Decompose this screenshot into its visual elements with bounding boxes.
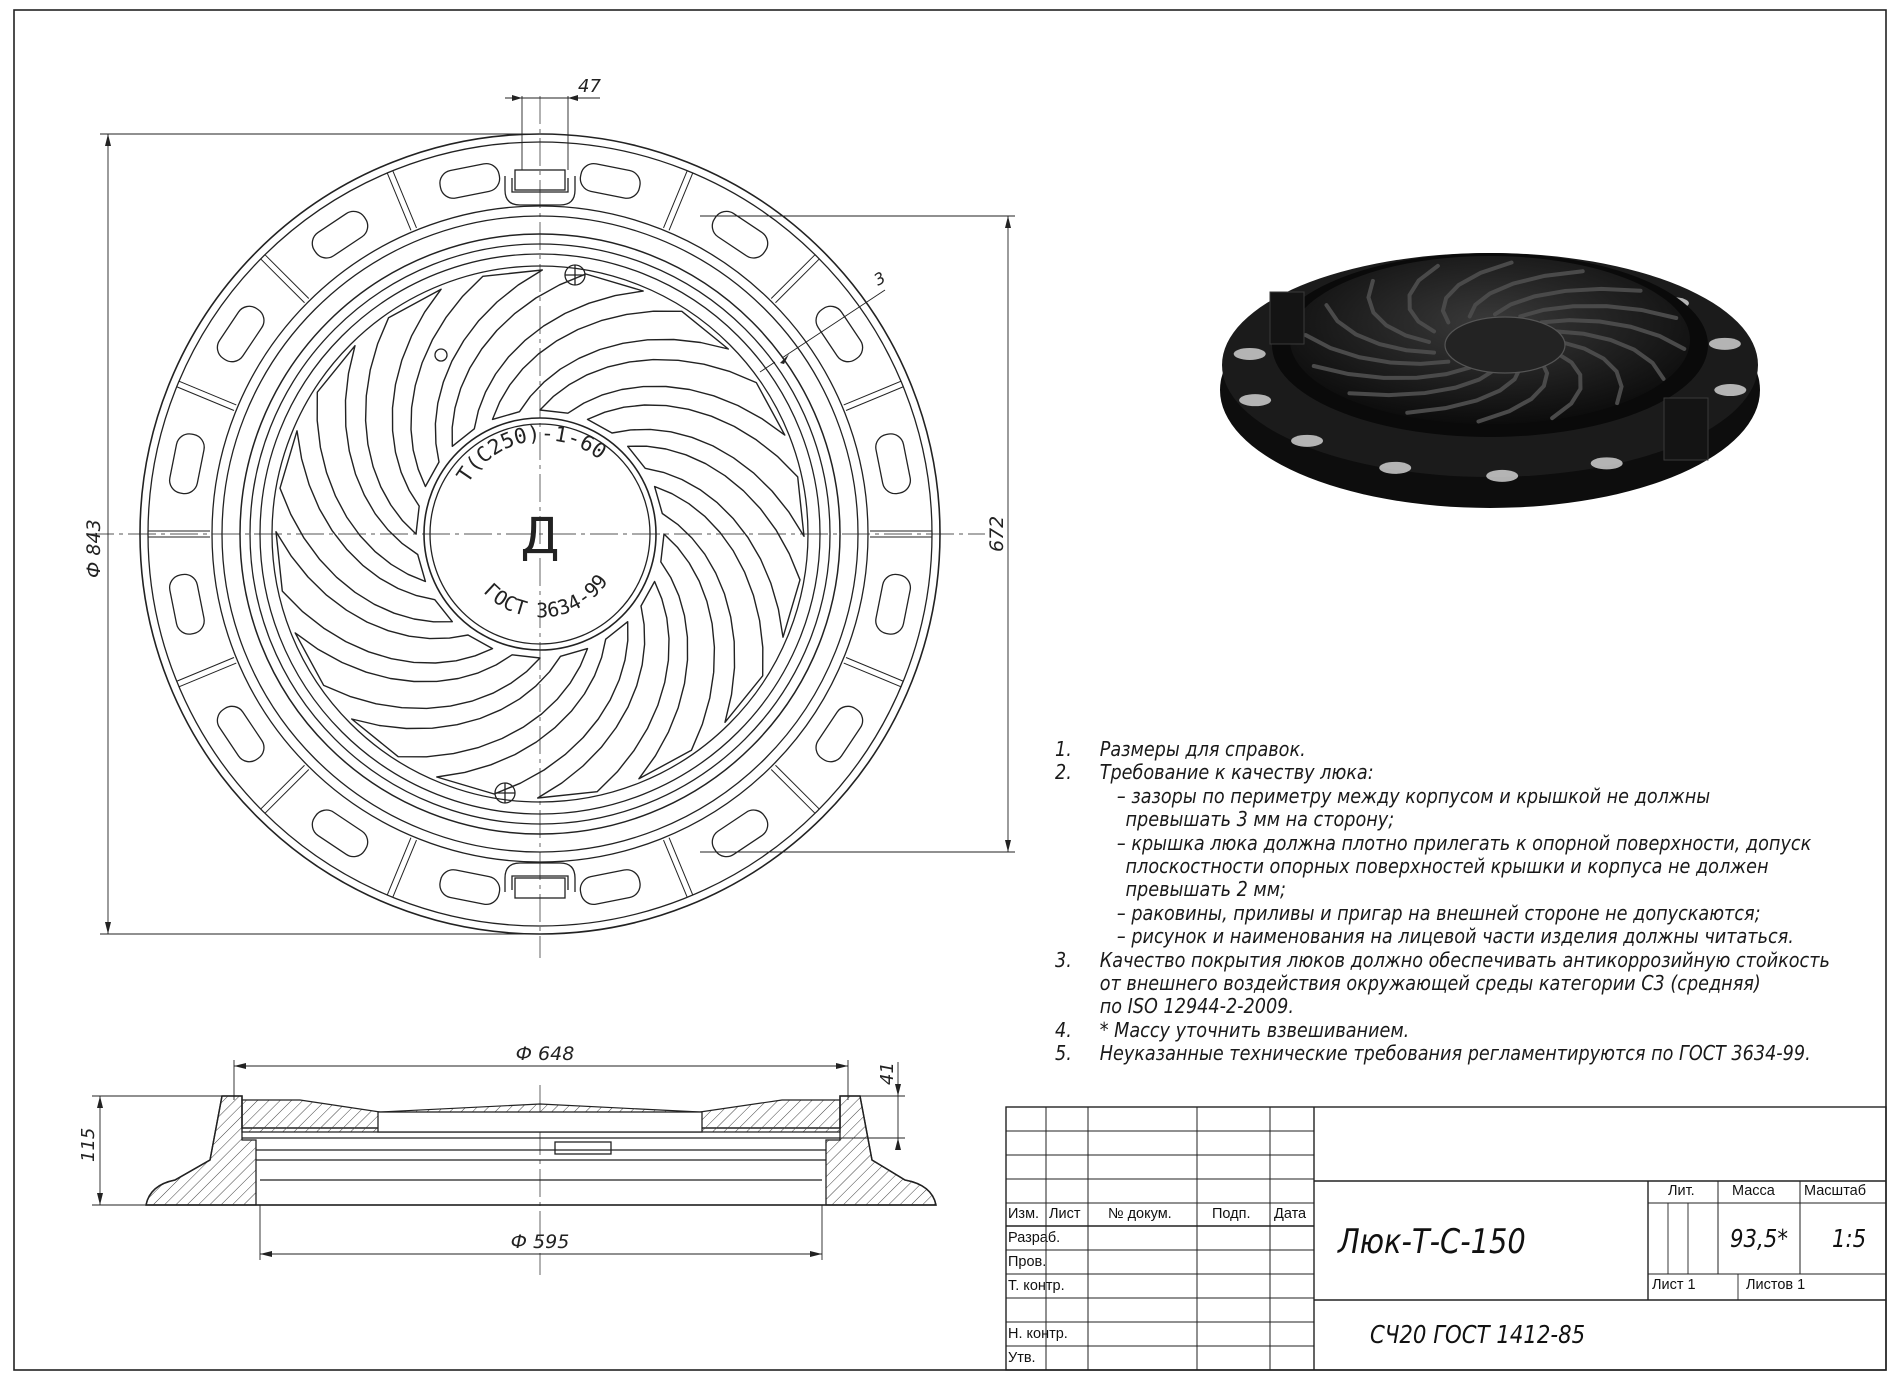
note-row <box>1055 785 1743 808</box>
note-number: 5. <box>1055 1041 1072 1066</box>
tb-lit-label: Лит. <box>1668 1183 1695 1199</box>
ring-slot <box>707 805 772 862</box>
note-text: Качество покрытия люков должно обеспечивать антикоррозийную стойкость <box>1099 947 1830 972</box>
ring-rib <box>265 769 309 813</box>
tb-role-developer: Разраб. <box>1008 1230 1061 1246</box>
render-slot <box>1591 457 1623 469</box>
note-text: превышать 3 мм на сторону; <box>1125 807 1395 832</box>
tb-header-sign: Подп. <box>1212 1206 1251 1222</box>
ring-rib <box>387 173 411 230</box>
ring-slot <box>212 301 269 366</box>
ring-rib <box>775 259 819 303</box>
ring-slot <box>707 206 772 263</box>
ring-slot <box>307 805 372 862</box>
tb-role-checker: Пров. <box>1008 1254 1047 1270</box>
note-text: Неуказанные технические требования регламентируются по ГОСТ 3634-99. <box>1099 1041 1811 1066</box>
ring-rib <box>669 838 693 895</box>
render-slot <box>1291 435 1323 447</box>
ring-slot <box>438 161 502 200</box>
ring-rib <box>664 171 688 228</box>
note-text: – крышка люка должна плотно прилегать к опорной поверхности, допуск <box>1116 830 1812 855</box>
ring-rib <box>664 840 688 897</box>
note-row <box>1055 947 1830 972</box>
ring-slot <box>811 301 868 366</box>
note-row <box>1055 900 1761 925</box>
note-row <box>1055 761 1743 784</box>
spiral-vane <box>276 532 493 663</box>
ring-rib <box>265 255 309 299</box>
ring-rib <box>844 381 901 405</box>
note-text: Требование к качеству люка: <box>1099 760 1374 785</box>
tb-role-approver: Утв. <box>1008 1350 1036 1366</box>
ring-slot <box>307 206 372 263</box>
dim-41: 41 <box>877 1062 898 1085</box>
dim-115: 115 <box>78 1127 99 1162</box>
ring-slot <box>873 572 912 636</box>
ring-slot <box>438 867 502 906</box>
tb-header-date: Дата <box>1274 1206 1307 1222</box>
tb-role-tech-control: Т. контр. <box>1008 1278 1065 1294</box>
ring-rib <box>177 658 234 682</box>
note-text: Размеры для справок. <box>1099 737 1306 761</box>
note-row <box>1055 1041 1811 1066</box>
ring-rib <box>179 381 236 405</box>
tb-header-doc-no: № докум. <box>1108 1206 1172 1222</box>
render-slot <box>1379 462 1411 474</box>
note-number: 2. <box>1055 760 1072 785</box>
ring-slot <box>578 161 642 200</box>
dim-gap-3: 3 <box>870 267 889 290</box>
tb-scale-label: Масштаб <box>1804 1183 1867 1199</box>
ring-slot <box>212 701 269 766</box>
ring-rib <box>261 259 305 303</box>
tb-sheets: Листов 1 <box>1746 1277 1806 1293</box>
ring-rib <box>177 387 234 411</box>
ring-slot <box>167 572 206 636</box>
spiral-vane <box>280 431 452 622</box>
note-row <box>1055 995 1743 1018</box>
ring-rib <box>844 663 901 687</box>
spiral-vane <box>588 405 805 536</box>
dim-diameter-595: Ф 595 <box>510 1231 570 1253</box>
ring-slot <box>811 701 868 766</box>
note-number: 1. <box>1055 737 1072 761</box>
ring-slot <box>578 867 642 906</box>
note-text: от внешнего воздействия окружающей среды категории С3 (средняя) <box>1099 970 1761 995</box>
ring-rib <box>179 663 236 687</box>
spiral-vane <box>493 311 729 419</box>
spiral-vane <box>317 346 425 582</box>
tb-sheet: Лист 1 <box>1652 1277 1696 1293</box>
dim-diameter-843: Ф 843 <box>83 519 105 578</box>
marking-letter: Д <box>520 507 560 565</box>
render-slot <box>1239 394 1271 406</box>
spiral-vane <box>452 274 643 446</box>
tb-header-izm: Изм. <box>1008 1206 1040 1222</box>
note-text: плоскостности опорных поверхностей крышки и корпуса не должен <box>1125 853 1769 878</box>
dim-diameter-648: Ф 648 <box>515 1043 575 1065</box>
tb-mass-value: 93,5* <box>1730 1224 1788 1253</box>
ring-rib <box>393 840 417 897</box>
ring-rib <box>846 387 903 411</box>
ring-slot <box>167 432 206 496</box>
dim-47: 47 <box>578 76 601 97</box>
note-text: * Массу уточнить взвешиванием. <box>1099 1017 1410 1042</box>
ring-slot <box>873 432 912 496</box>
ring-rib <box>771 255 815 299</box>
note-row <box>1055 738 1743 761</box>
tb-material: СЧ20 ГОСТ 1412-85 <box>1370 1320 1586 1349</box>
dim-672: 672 <box>986 515 1008 552</box>
ring-rib <box>846 658 903 682</box>
note-number: 3. <box>1055 947 1072 972</box>
tb-role-norm-control: Н. контр. <box>1008 1326 1068 1342</box>
note-row <box>1055 830 1812 855</box>
technical-notes <box>1055 737 1830 1066</box>
note-text: превышать 2 мм; <box>1125 877 1286 902</box>
note-row <box>1055 1019 1743 1042</box>
note-row <box>1055 853 1769 878</box>
tb-header-list: Лист <box>1049 1206 1081 1222</box>
render-slot <box>1486 470 1518 482</box>
ring-rib <box>261 765 305 809</box>
note-row <box>1055 878 1743 901</box>
tb-product-name: Люк-Т-С-150 <box>1338 1222 1526 1262</box>
ring-rib <box>387 838 411 895</box>
note-number: 4. <box>1055 1017 1072 1042</box>
marking-arc-bottom: ГОСТ 3634-99 <box>479 569 613 623</box>
note-text: – зазоры по периметру между корпусом и крышкой не должны <box>1116 783 1711 808</box>
note-row <box>1055 808 1743 831</box>
ring-rib <box>393 171 417 228</box>
render-slot <box>1234 348 1266 360</box>
render-slot <box>1714 384 1746 396</box>
render-slot <box>1709 338 1741 350</box>
note-row <box>1055 924 1794 949</box>
spiral-vane <box>628 446 800 637</box>
ring-rib <box>775 765 819 809</box>
tb-scale-value: 1:5 <box>1832 1224 1867 1253</box>
spiral-vane <box>352 649 588 757</box>
note-text: – рисунок и наименования на лицевой части изделия должны читаться. <box>1116 924 1794 949</box>
note-text: по ISO 12944-2-2009. <box>1099 994 1295 1019</box>
ring-rib <box>771 769 815 813</box>
spiral-vane <box>437 622 628 794</box>
isometric-render <box>1220 253 1760 508</box>
tb-mass-label: Масса <box>1732 1183 1775 1199</box>
marking-arc-top: Т(С250)-1-60 <box>452 421 611 487</box>
note-text: – раковины, приливы и пригар на внешней стороне не допускаются; <box>1116 900 1761 925</box>
ring-rib <box>669 173 693 230</box>
spiral-vane <box>655 487 763 723</box>
note-row <box>1055 970 1761 995</box>
